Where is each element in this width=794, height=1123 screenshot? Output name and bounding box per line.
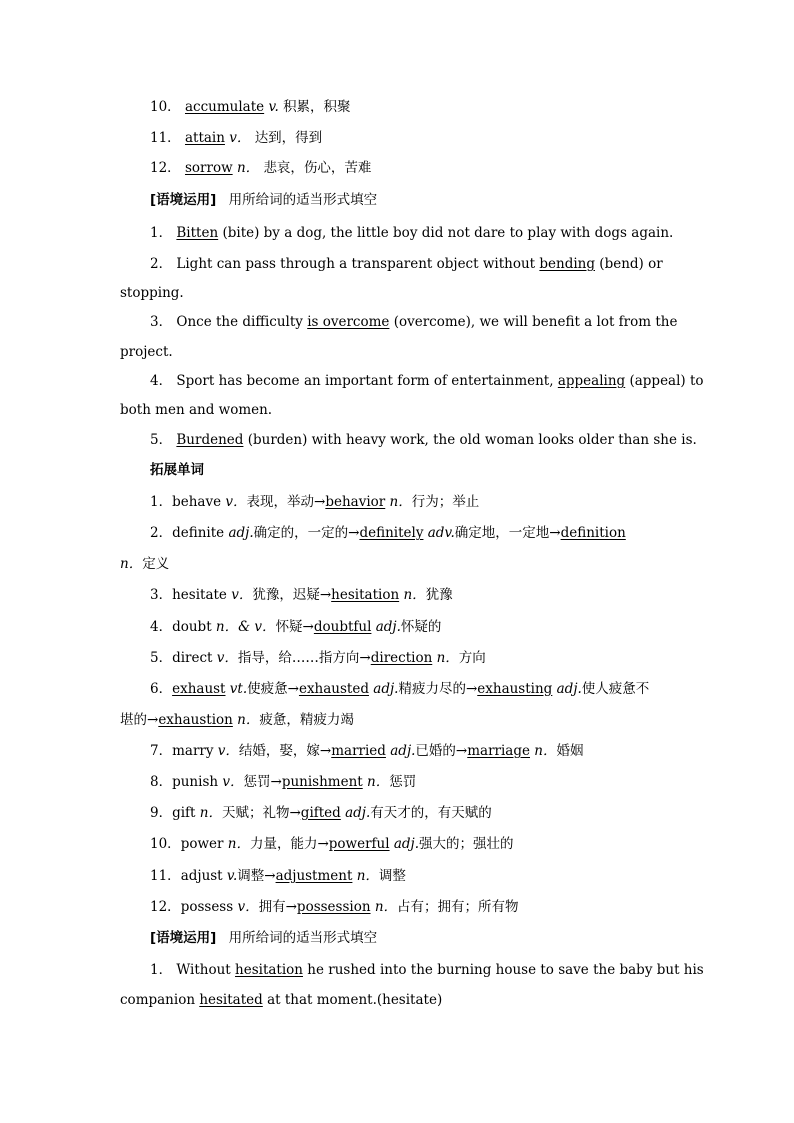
answer-word: attain: [184, 130, 225, 146]
answer-word: hesitation: [331, 587, 400, 603]
answer-word: exhausted: [298, 681, 369, 697]
answer-blank: Burdened: [176, 432, 244, 448]
answer-blank: hesitation: [235, 962, 303, 978]
section-heading-expand: 拓展单词: [150, 462, 204, 478]
answer-word: punishment: [281, 774, 363, 790]
expand-item-5: 5．direct v．指导，给……指方向→direction n．方向: [150, 650, 486, 666]
expand-item-10: 10．power n．力量，能力→powerful adj.强大的；强壮的: [150, 836, 514, 852]
expand-item-1: 1．behave v．表现，举动→behavior n．行为；举止: [150, 494, 480, 510]
answer-word: marriage: [467, 743, 530, 759]
answer-blank: bending: [539, 256, 595, 272]
answer-word: behavior: [325, 494, 386, 510]
exercise-item-4: 4． Sport has become an important form of entertainment, appealing (appeal) to: [150, 373, 704, 389]
answer-word: doubtful: [313, 619, 372, 635]
answer-word: possession: [296, 899, 371, 915]
answer-word: definitely: [359, 525, 424, 541]
answer-word: sorrow: [184, 160, 233, 176]
section-heading: [语境运用] 用所给词的适当形式填空: [150, 192, 378, 208]
answer-word: exhaust: [172, 681, 226, 697]
exercise-item-4-cont: both men and women.: [120, 402, 273, 418]
expand-item-2-cont: n．定义: [120, 556, 170, 572]
exercise-item-1: 1． Bitten (bite) by a dog, the little boy did not dare to play with dogs again.: [150, 225, 674, 241]
expand-item-11: 11．adjust v.调整→adjustment n．调整: [150, 868, 406, 884]
answer-word: married: [331, 743, 386, 759]
expand-item-6-cont: 堪的→exhaustion n．疲惫，精疲力竭: [120, 712, 354, 728]
expand-item-2: 2．definite adj.确定的，一定的→definitely adv.确定地，一定地→definition: [150, 525, 626, 541]
expand-item-9: 9．gift n．天赋；礼物→gifted adj.有天才的，有天赋的: [150, 805, 492, 821]
expand-item-3: 3．hesitate v．犹豫，迟疑→hesitation n．犹豫: [150, 587, 453, 603]
answer-word: exhaustion: [158, 712, 233, 728]
exercise-item-5: 5． Burdened (burden) with heavy work, the old woman looks older than she is.: [150, 432, 697, 448]
answer-blank: is overcome: [307, 314, 390, 330]
section-heading-2: [语境运用] 用所给词的适当形式填空: [150, 930, 378, 946]
answer-blank: Bitten: [176, 225, 219, 241]
expand-item-8: 8．punish v．惩罚→punishment n．惩罚: [150, 774, 417, 790]
answer-word: gifted: [300, 805, 341, 821]
exercise-item-3-cont: project.: [120, 344, 173, 360]
answer-blank: hesitated: [199, 992, 263, 1008]
exercise2-item-1-cont: companion hesitated at that moment.(hesitate): [120, 992, 443, 1008]
exercise2-item-1: 1． Without hesitation he rushed into the burning house to save the baby but his: [150, 962, 704, 978]
answer-blank: appealing: [557, 373, 626, 389]
answer-word: exhausting: [477, 681, 553, 697]
exercise-item-3: 3． Once the difficulty is overcome (overcome), we will benefit a lot from the: [150, 314, 678, 330]
expand-item-6: 6．exhaust vt.使疲惫→exhausted adj.精疲力尽的→exhausting adj.使人疲惫不: [150, 681, 650, 697]
answer-word: powerful: [328, 836, 390, 852]
exercise-item-2: 2． Light can pass through a transparent object without bending (bend) or: [150, 256, 663, 272]
answer-word: direction: [370, 650, 433, 666]
expand-item-4: 4．doubt n．& v．怀疑→doubtful adj.怀疑的: [150, 619, 442, 635]
answer-word: adjustment: [275, 868, 353, 884]
expand-item-12: 12．possess v．拥有→possession n．占有；拥有；所有物: [150, 899, 519, 915]
vocab-item-11: 11． attain v． 达到，得到: [150, 130, 323, 146]
answer-word: definition: [560, 525, 626, 541]
exercise-item-2-cont: stopping.: [120, 285, 184, 301]
expand-item-7: 7．marry v．结婚，娶，嫁→married adj.已婚的→marriage n．婚姻: [150, 743, 584, 759]
vocab-item-12: 12． sorrow n． 悲哀，伤心，苦难: [150, 160, 372, 176]
vocab-item-10: 10． accumulate v. 积累，积聚: [150, 99, 351, 115]
answer-word: accumulate: [184, 99, 265, 115]
